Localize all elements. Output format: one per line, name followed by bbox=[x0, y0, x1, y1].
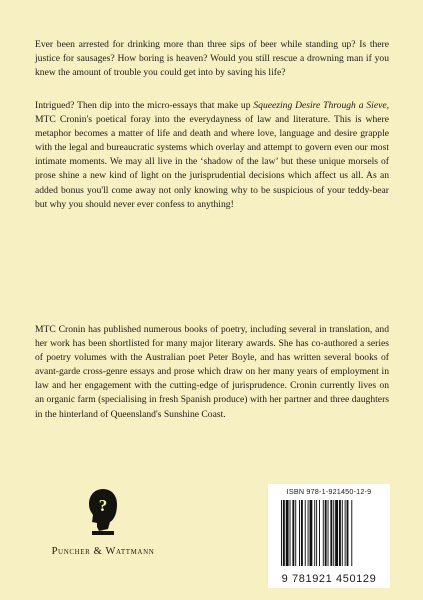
publisher-name: Puncher & Wattmann bbox=[51, 546, 155, 557]
barcode-bar bbox=[292, 500, 294, 566]
barcode-bar bbox=[310, 500, 313, 566]
barcode-bar bbox=[325, 500, 327, 566]
blurb-paragraph-2 bbox=[35, 99, 389, 212]
head-with-question-mark-icon bbox=[86, 487, 120, 537]
barcode-bar bbox=[316, 500, 317, 566]
isbn-digits: 9 781921 450129 bbox=[281, 573, 377, 585]
barcode-bar bbox=[342, 500, 343, 566]
barcode-bar bbox=[345, 500, 346, 566]
isbn-barcode bbox=[268, 484, 390, 588]
barcode-bar bbox=[290, 500, 291, 566]
barcode-bar bbox=[301, 500, 303, 566]
barcode-bar bbox=[330, 500, 332, 566]
barcode-bar bbox=[286, 500, 289, 566]
barcode-bar bbox=[333, 500, 334, 566]
blurb-body: , MTC Cronin's poetical foray into the everydayness of law and literature. This is where metaphor becomes a matter of life and death and where love, language and desire grapple with the legal and bureaucratic systems which overlay and attempt to govern even our most intimate moments. We may all live in the ‘shadow of the law’ but these unique morsels of prose shine a new kind of light on the jurisprudential decisions which affect us all. As an added bonus you'll come away not only knowing why to be suspicious of your teddy-bear but why you should never ever confess to anything! bbox=[35, 100, 389, 210]
svg-text:?: ? bbox=[98, 496, 108, 515]
barcode-bar bbox=[347, 500, 349, 566]
barcode-bar bbox=[295, 500, 296, 566]
author-bio: MTC Cronin has published numerous books of poetry, including several in translation, and her work has been shortlisted for many major literary awards. She has co-authored a series of poetry volumes with the Australian poet Peter Boyle, and has written several books of avant-garde cross-genre essays and prose which draw on her many years of employment in law and her engagement with the cutting-edge of jurisprudence. Cronin currently lives on an organic farm (specialising in fresh Spanish produce) with her partner and three daughters in the hinterland of Queensland's Sunshine Coast. bbox=[35, 324, 389, 420]
blurb-intro: Intrigued? Then dip into the micro-essays that make up bbox=[35, 100, 254, 111]
barcode-bars bbox=[281, 500, 377, 566]
barcode-bar bbox=[308, 500, 309, 566]
barcode-bar bbox=[328, 500, 329, 566]
barcode-bar bbox=[319, 500, 320, 566]
barcode-bar bbox=[305, 500, 306, 566]
isbn-label: ISBN 978-1-921450-12-9 bbox=[286, 487, 372, 496]
barcode-bar bbox=[314, 500, 315, 566]
barcode-bar bbox=[283, 500, 285, 566]
blurb-paragraph-1: Ever been arrested for drinking more than three sips of beer while standing up? Is there justice for sausages? How boring is heaven? Would you still rescue a drowning man if you knew the amount of trouble you could get into by saving his life? bbox=[35, 39, 389, 79]
barcode-bar bbox=[323, 500, 324, 566]
barcode-bar bbox=[281, 500, 282, 566]
barcode-bar bbox=[335, 500, 338, 566]
barcode-bar bbox=[351, 500, 352, 566]
barcode-bar bbox=[299, 500, 300, 566]
barcode-bar bbox=[339, 500, 341, 566]
book-title: Squeezing Desire Through a Sieve bbox=[253, 100, 387, 111]
